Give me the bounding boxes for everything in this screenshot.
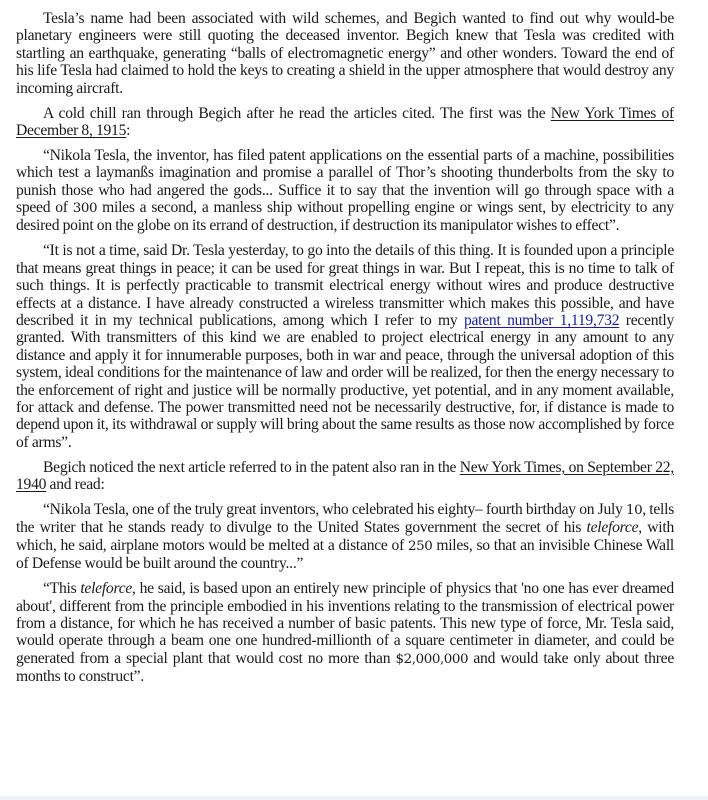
bottom-edge — [0, 796, 708, 800]
quote-text: , with which, he said, airplane motors would be melted at a distance of — [16, 519, 674, 554]
document-page — [16, 10, 674, 693]
quote-text: “This — [43, 580, 81, 598]
teleforce-term: teleforce — [80, 580, 133, 598]
quote-text: “Nikola Tesla, one of the truly great inventors, who celebrated his eighty– fourth birthday on July — [43, 501, 627, 519]
paragraph-tesla-intro: Tesla’s name had been associated with wild schemes, and Begich wanted to find out why would-be planetary engineers were still quoting the deceased inventor. Begich knew that Tesla was credited with startling an earthquake, generating “balls of electromagnetic energy” and other wonders. Toward the end of his life Tesla had claimed to hold the keys to creating a shield in the upper atmosphere that would destroy any incoming aircraft. — [16, 10, 674, 97]
quote-text: recently granted. With transmitters of this kind we are enabled to project electrical energy in any amount to any distance and apply it for innumerable purposes, both in war and peace, through the universal adoption of this system, ideal conditions for the maintenance of law and order will be realized, for then the energy necessary to the enforcement of right and justice will be normally productive, yet potential, and in any moment available, for attack and defense. The power transmitted need not be necessarily destructive, for, if distance is made to depend upon it, its withdrawal or supply will bring about the same results as those now accomplished by force of arms”. — [16, 312, 674, 451]
paragraph-next-article — [16, 459, 674, 494]
quote-nyt-1915 — [16, 147, 674, 235]
quote-nyt-1940 — [16, 501, 674, 573]
quote-tesla-yesterday — [16, 242, 674, 451]
birthday-day-number: 10 — [626, 503, 643, 519]
distance-number: 250 — [408, 538, 433, 554]
paragraph-text: Begich noticed the next article referred to in the patent also ran in the — [43, 458, 460, 476]
cost-number: $2,000,000 — [395, 651, 469, 667]
teleforce-term: teleforce — [586, 519, 639, 537]
paragraph-text: : — [126, 121, 131, 139]
paragraph-text: A cold chill ran through Begich after he read the articles cited. The first was the — [43, 104, 551, 122]
speed-number: 300 — [72, 201, 98, 217]
quote-teleforce — [16, 580, 674, 685]
citation-nyt-1915: New York Times of December 8, 1915 — [16, 104, 674, 139]
quote-text: “Nikola Tesla, the inventor, has filed patent applications on the essential parts of a machine, possibilities which test a laymanßs imagination and promise a parallel of Thor’s shooting thunderbolts from the sky to punish those who had angered the gods... Suffice it to say that the invention will go through space with a speed of — [16, 146, 674, 217]
quote-text: , tells the writer that he stands ready to divulge to the United States government the secret of his — [16, 501, 675, 537]
paragraph-cold-chill — [16, 105, 674, 140]
quote-text: “It is not a time, said Dr. Tesla yesterday, to go into the details of this thing. It is founded upon a principle that means great things in peace; it can be used for great things in war. But I repeat, this is no time to talk of such things. It is perfectly practicable to transmit electrical energy without wires and produce destructive effects at a distance. I have already constructed a wireless transmitter which makes this possible, and have described it in my technical publications, among which I refer to my — [16, 242, 674, 329]
paragraph-text: and read: — [46, 476, 105, 494]
citation-nyt-1940: New York Times, on September 22, 1940 — [16, 458, 674, 494]
quote-text: , he said, is based upon an entirely new principle of physics that 'no one has ever dreamed about', different from the principle embodied in his inventions relating to the transmission of electrical power from a distance, for which he has received a number of basic patents. This new type of force, Mr. Tesla said, would operate through a beam one one hundred-millionth of a square centimeter in diameter, and could be generated from a special plant that would cost no more than — [16, 580, 674, 667]
quote-text: miles a second, a manless ship without propelling engine or wings sent, by electricity to any desired point on the globe on its errand of destruction, if destruction its manipulator wishes to effect”. — [16, 199, 674, 235]
quote-text: and would take only about three months to construct”. — [16, 649, 674, 686]
patent-link[interactable]: patent number 1,119,732 — [463, 312, 620, 329]
quote-text: miles, so that an invisible Chinese Wall of Defense would be built around the country...” — [16, 536, 674, 573]
